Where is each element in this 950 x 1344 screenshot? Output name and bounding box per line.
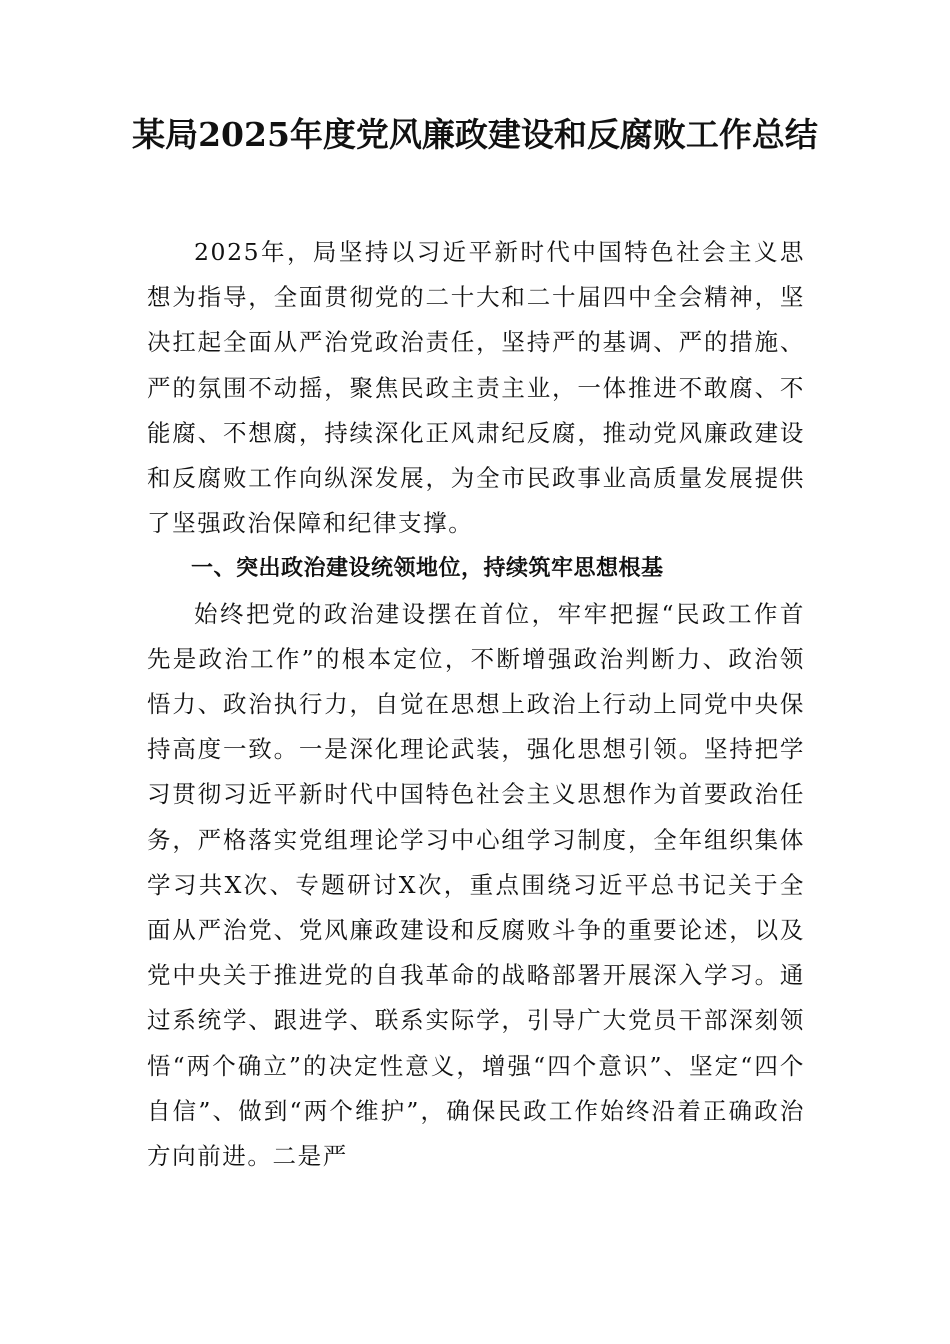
intro-paragraph: 2025年，局坚持以习近平新时代中国特色社会主义思想为指导，全面贯彻党的二十大和二十届四中全会精神，坚决扛起全面从严治党政治责任，坚持严的基调、严的措施、严的氛围不动摇，聚焦民政主责主业，一体推进不敢腐、不能腐、不想腐，持续深化正风肃纪反腐，推动党风廉政建设和反腐败工作向纵深发展，为全市民政事业高质量发展提供了坚强政治保障和纪律支撑。 <box>147 238 805 538</box>
section-1-paragraph: 始终把党的政治建设摆在首位，牢牢把握“民政工作首先是政治工作”的根本定位，不断增强政治判断力、政治领悟力、政治执行力，自觉在思想上政治上行动上同党中央保持高度一致。一是深化理论武装，强化思想引领。坚持把学习贯彻习近平新时代中国特色社会主义思想作为首要政治任务，严格落实党组理论学习中心组学习制度，全年组织集体学习共X次、专题研讨X次，重点围绕习近平总书记关于全面从严治党、党风廉政建设和反腐败斗争的重要论述，以及党中央关于推进党的自我革命的战略部署开展深入学习。通过系统学、跟进学、联系实际学，引导广大党员干部深刻领悟“两个确立”的决定性意义，增强“四个意识”、坚定“四个自信”、做到“两个维护”，确保民政工作始终沿着正确政治方向前进。二是严 <box>147 599 805 1171</box>
document-title: 某局2025年度党风廉政建设和反腐败工作总结 <box>132 115 818 154</box>
document-body <box>147 230 805 1179</box>
section-heading-1: 一、突出政治建设统领地位，持续筑牢思想根基 <box>191 556 664 582</box>
